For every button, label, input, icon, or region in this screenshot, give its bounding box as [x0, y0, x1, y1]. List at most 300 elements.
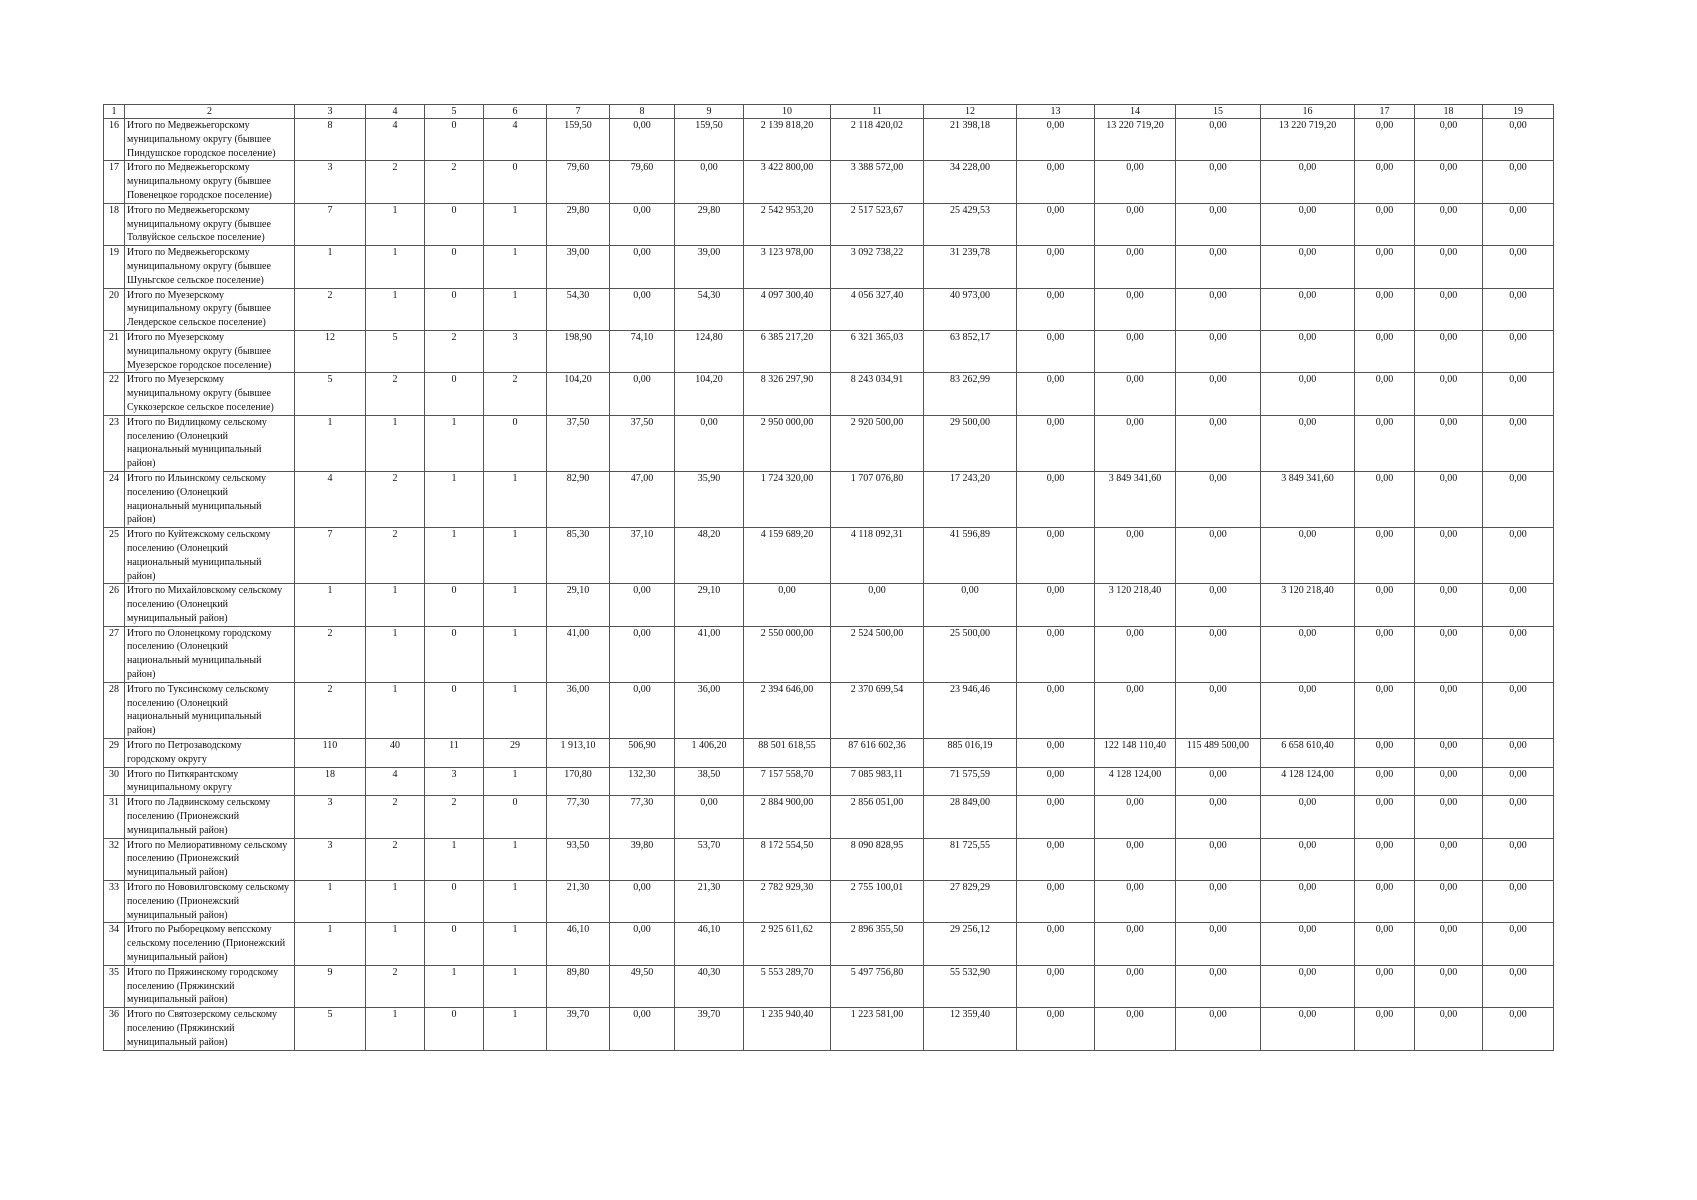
value-cell: 0,00 [831, 584, 924, 626]
table-row [104, 767, 1554, 796]
value-cell: 0,00 [1176, 119, 1261, 161]
value-cell: 0,00 [1017, 796, 1095, 838]
value-cell: 0,00 [1176, 528, 1261, 584]
value-cell: 0,00 [1017, 584, 1095, 626]
value-cell: 0,00 [1483, 739, 1554, 768]
value-cell: 0,00 [610, 246, 675, 288]
value-cell: 4 [484, 119, 547, 161]
value-cell: 1 [366, 203, 425, 245]
value-cell: 88 501 618,55 [744, 739, 831, 768]
value-cell: 0,00 [1355, 923, 1415, 965]
value-cell: 3 [425, 767, 484, 796]
value-cell: 3 120 218,40 [1261, 584, 1355, 626]
value-cell: 1 [425, 471, 484, 527]
value-cell: 0,00 [1095, 415, 1176, 471]
value-cell: 0,00 [610, 1008, 675, 1050]
value-cell: 3 849 341,60 [1261, 471, 1355, 527]
value-cell: 0,00 [1176, 796, 1261, 838]
column-number-header: 8 [610, 105, 675, 119]
table-row [104, 739, 1554, 768]
municipality-name: Итого по Муезерскому муниципальному округу (бывшее Муезерское городское поселение) [125, 330, 295, 372]
value-cell: 1 [484, 923, 547, 965]
value-cell: 0,00 [744, 584, 831, 626]
value-cell: 0,00 [1415, 881, 1483, 923]
table-row [104, 1008, 1554, 1050]
column-number-header: 10 [744, 105, 831, 119]
municipality-name: Итого по Медвежьегорскому муниципальному округу (бывшее Толвуйское сельское поселение) [125, 203, 295, 245]
value-cell: 0,00 [1483, 838, 1554, 880]
row-number: 33 [104, 881, 125, 923]
value-cell: 1 [366, 415, 425, 471]
value-cell: 0,00 [1017, 373, 1095, 415]
value-cell: 0,00 [1095, 881, 1176, 923]
value-cell: 1 [366, 1008, 425, 1050]
value-cell: 3 123 978,00 [744, 246, 831, 288]
value-cell: 2 [366, 838, 425, 880]
value-cell: 0,00 [1355, 415, 1415, 471]
value-cell: 83 262,99 [924, 373, 1017, 415]
value-cell: 34 228,00 [924, 161, 1017, 203]
value-cell: 0,00 [1415, 373, 1483, 415]
value-cell: 0,00 [1261, 881, 1355, 923]
value-cell: 28 849,00 [924, 796, 1017, 838]
value-cell: 0,00 [1261, 796, 1355, 838]
value-cell: 0,00 [1483, 923, 1554, 965]
value-cell: 1 [484, 528, 547, 584]
municipality-name: Итого по Туксинскому сельскому поселению (Олонецкий национальный муниципальный район) [125, 682, 295, 738]
value-cell: 4 [366, 119, 425, 161]
value-cell: 1 [484, 246, 547, 288]
value-cell: 0,00 [1415, 965, 1483, 1007]
value-cell: 0,00 [1095, 528, 1176, 584]
municipality-name: Итого по Муезерскому муниципальному округу (бывшее Лендерское сельское поселение) [125, 288, 295, 330]
value-cell: 124,80 [675, 330, 744, 372]
row-number: 34 [104, 923, 125, 965]
municipality-name: Итого по Нововилговскому сельскому поселению (Прионежский муниципальный район) [125, 881, 295, 923]
value-cell: 29,80 [675, 203, 744, 245]
municipality-name: Итого по Видлицкому сельскому поселению (Олонецкий национальный муниципальный район) [125, 415, 295, 471]
value-cell: 0,00 [1095, 330, 1176, 372]
value-cell: 0,00 [924, 584, 1017, 626]
value-cell: 0,00 [1415, 161, 1483, 203]
value-cell: 0,00 [1017, 682, 1095, 738]
value-cell: 0,00 [1017, 923, 1095, 965]
column-number-header: 15 [1176, 105, 1261, 119]
value-cell: 0 [484, 796, 547, 838]
value-cell: 0 [425, 288, 484, 330]
value-cell: 7 157 558,70 [744, 767, 831, 796]
value-cell: 2 [366, 796, 425, 838]
value-cell: 21,30 [675, 881, 744, 923]
table-row [104, 528, 1554, 584]
row-number: 31 [104, 796, 125, 838]
value-cell: 40 973,00 [924, 288, 1017, 330]
value-cell: 0,00 [1017, 838, 1095, 880]
value-cell: 0,00 [1415, 923, 1483, 965]
value-cell: 2 [366, 965, 425, 1007]
value-cell: 0,00 [1355, 584, 1415, 626]
value-cell: 31 239,78 [924, 246, 1017, 288]
value-cell: 3 092 738,22 [831, 246, 924, 288]
value-cell: 0,00 [1261, 682, 1355, 738]
value-cell: 0,00 [1095, 288, 1176, 330]
value-cell: 0,00 [1415, 767, 1483, 796]
value-cell: 0,00 [1017, 471, 1095, 527]
value-cell: 2 370 699,54 [831, 682, 924, 738]
value-cell: 3 120 218,40 [1095, 584, 1176, 626]
value-cell: 0,00 [1483, 881, 1554, 923]
value-cell: 2 950 000,00 [744, 415, 831, 471]
column-number-header: 14 [1095, 105, 1176, 119]
value-cell: 21,30 [547, 881, 610, 923]
value-cell: 4 056 327,40 [831, 288, 924, 330]
value-cell: 0,00 [1355, 682, 1415, 738]
value-cell: 0,00 [1017, 288, 1095, 330]
value-cell: 6 658 610,40 [1261, 739, 1355, 768]
value-cell: 0,00 [1355, 373, 1415, 415]
value-cell: 0,00 [1261, 330, 1355, 372]
row-number: 17 [104, 161, 125, 203]
value-cell: 0,00 [1176, 471, 1261, 527]
value-cell: 4 [366, 767, 425, 796]
value-cell: 0,00 [610, 584, 675, 626]
value-cell: 0 [484, 161, 547, 203]
municipality-name: Итого по Ильинскому сельскому поселению (Олонецкий национальный муниципальный район) [125, 471, 295, 527]
value-cell: 0,00 [610, 203, 675, 245]
value-cell: 0,00 [675, 796, 744, 838]
value-cell: 0,00 [1355, 330, 1415, 372]
value-cell: 0,00 [1355, 288, 1415, 330]
value-cell: 2 [425, 330, 484, 372]
value-cell: 0 [425, 246, 484, 288]
column-number-header: 2 [125, 105, 295, 119]
value-cell: 81 725,55 [924, 838, 1017, 880]
value-cell: 0,00 [1261, 415, 1355, 471]
row-number: 20 [104, 288, 125, 330]
value-cell: 0 [425, 682, 484, 738]
value-cell: 4 159 689,20 [744, 528, 831, 584]
value-cell: 0,00 [1261, 288, 1355, 330]
value-cell: 1 [366, 246, 425, 288]
row-number: 18 [104, 203, 125, 245]
municipality-name: Итого по Ладвинскому сельскому поселению (Прионежский муниципальный район) [125, 796, 295, 838]
value-cell: 13 220 719,20 [1095, 119, 1176, 161]
value-cell: 2 782 929,30 [744, 881, 831, 923]
row-number: 16 [104, 119, 125, 161]
value-cell: 29 256,12 [924, 923, 1017, 965]
value-cell: 0 [425, 203, 484, 245]
value-cell: 12 [295, 330, 366, 372]
value-cell: 1 [484, 626, 547, 682]
row-number: 27 [104, 626, 125, 682]
value-cell: 0,00 [1355, 246, 1415, 288]
value-cell: 7 [295, 528, 366, 584]
value-cell: 0,00 [1017, 246, 1095, 288]
table-row [104, 373, 1554, 415]
value-cell: 6 385 217,20 [744, 330, 831, 372]
value-cell: 104,20 [675, 373, 744, 415]
value-cell: 1 913,10 [547, 739, 610, 768]
value-cell: 2 [366, 528, 425, 584]
value-cell: 9 [295, 965, 366, 1007]
value-cell: 0,00 [1483, 415, 1554, 471]
value-cell: 0,00 [1483, 1008, 1554, 1050]
value-cell: 1 [366, 923, 425, 965]
value-cell: 0,00 [1017, 415, 1095, 471]
table-row [104, 415, 1554, 471]
value-cell: 0,00 [1176, 838, 1261, 880]
value-cell: 0,00 [1415, 415, 1483, 471]
municipality-name: Итого по Куйтежскому сельскому поселению (Олонецкий национальный муниципальный район) [125, 528, 295, 584]
value-cell: 77,30 [610, 796, 675, 838]
value-cell: 3 [484, 330, 547, 372]
table-row [104, 330, 1554, 372]
value-cell: 3 388 572,00 [831, 161, 924, 203]
value-cell: 0,00 [610, 682, 675, 738]
value-cell: 1 [366, 881, 425, 923]
value-cell: 93,50 [547, 838, 610, 880]
value-cell: 0,00 [1415, 626, 1483, 682]
value-cell: 0,00 [1095, 838, 1176, 880]
value-cell: 0,00 [1017, 203, 1095, 245]
value-cell: 1 223 581,00 [831, 1008, 924, 1050]
value-cell: 0,00 [1483, 471, 1554, 527]
value-cell: 0 [425, 373, 484, 415]
value-cell: 0,00 [1355, 161, 1415, 203]
municipality-name: Итого по Рыборецкому вепсскому сельскому поселению (Прионежский муниципальный район) [125, 923, 295, 965]
municipality-name: Итого по Медвежьегорскому муниципальному округу (бывшее Шуньгское сельское поселение) [125, 246, 295, 288]
value-cell: 5 [295, 373, 366, 415]
value-cell: 48,20 [675, 528, 744, 584]
municipality-name: Итого по Питкярантскому муниципальному округу [125, 767, 295, 796]
table-row [104, 965, 1554, 1007]
value-cell: 54,30 [675, 288, 744, 330]
value-cell: 1 [295, 246, 366, 288]
value-cell: 1 [295, 881, 366, 923]
value-cell: 0,00 [1095, 373, 1176, 415]
value-cell: 4 128 124,00 [1095, 767, 1176, 796]
value-cell: 0,00 [1355, 1008, 1415, 1050]
value-cell: 1 [484, 965, 547, 1007]
column-number-header: 18 [1415, 105, 1483, 119]
value-cell: 2 896 355,50 [831, 923, 924, 965]
value-cell: 0,00 [1415, 1008, 1483, 1050]
value-cell: 0 [425, 626, 484, 682]
value-cell: 1 [425, 415, 484, 471]
value-cell: 0,00 [1095, 161, 1176, 203]
value-cell: 79,60 [547, 161, 610, 203]
value-cell: 0,00 [1483, 246, 1554, 288]
value-cell: 23 946,46 [924, 682, 1017, 738]
value-cell: 0,00 [1483, 584, 1554, 626]
value-cell: 46,10 [547, 923, 610, 965]
row-number: 35 [104, 965, 125, 1007]
row-number: 36 [104, 1008, 125, 1050]
table-row [104, 881, 1554, 923]
column-number-header: 19 [1483, 105, 1554, 119]
value-cell: 2 [366, 373, 425, 415]
value-cell: 55 532,90 [924, 965, 1017, 1007]
value-cell: 13 220 719,20 [1261, 119, 1355, 161]
row-number: 32 [104, 838, 125, 880]
value-cell: 2 920 500,00 [831, 415, 924, 471]
row-number: 23 [104, 415, 125, 471]
value-cell: 0,00 [1355, 203, 1415, 245]
value-cell: 0 [425, 119, 484, 161]
table-row [104, 471, 1554, 527]
value-cell: 0,00 [610, 288, 675, 330]
value-cell: 0,00 [1483, 626, 1554, 682]
value-cell: 2 [366, 161, 425, 203]
value-cell: 41,00 [547, 626, 610, 682]
value-cell: 1 [366, 626, 425, 682]
value-cell: 0,00 [1415, 330, 1483, 372]
value-cell: 77,30 [547, 796, 610, 838]
value-cell: 0,00 [1355, 528, 1415, 584]
value-cell: 0,00 [1261, 161, 1355, 203]
value-cell: 25 429,53 [924, 203, 1017, 245]
value-cell: 8 [295, 119, 366, 161]
column-number-header: 17 [1355, 105, 1415, 119]
value-cell: 0 [425, 923, 484, 965]
value-cell: 47,00 [610, 471, 675, 527]
municipality-name: Итого по Муезерскому муниципальному округу (бывшее Суккозерское сельское поселение) [125, 373, 295, 415]
value-cell: 0,00 [1176, 288, 1261, 330]
value-cell: 63 852,17 [924, 330, 1017, 372]
municipality-name: Итого по Олонецкому городскому поселению (Олонецкий национальный муниципальный район) [125, 626, 295, 682]
value-cell: 0,00 [1095, 796, 1176, 838]
value-cell: 0,00 [1261, 838, 1355, 880]
municipality-name: Итого по Михайловскому сельскому поселению (Олонецкий муниципальный район) [125, 584, 295, 626]
value-cell: 0,00 [610, 923, 675, 965]
value-cell: 0,00 [1017, 330, 1095, 372]
value-cell: 1 [295, 923, 366, 965]
value-cell: 0,00 [1261, 203, 1355, 245]
value-cell: 0,00 [1017, 767, 1095, 796]
municipality-name: Итого по Медвежьегорскому муниципальному округу (бывшее Повенецкое городское поселение) [125, 161, 295, 203]
value-cell: 0,00 [1355, 626, 1415, 682]
value-cell: 0,00 [1017, 528, 1095, 584]
value-cell: 0 [425, 881, 484, 923]
value-cell: 1 [484, 288, 547, 330]
value-cell: 1 [484, 203, 547, 245]
value-cell: 0,00 [675, 161, 744, 203]
value-cell: 0,00 [1415, 203, 1483, 245]
value-cell: 132,30 [610, 767, 675, 796]
value-cell: 0,00 [1261, 923, 1355, 965]
value-cell: 2 [295, 682, 366, 738]
value-cell: 0,00 [1261, 965, 1355, 1007]
value-cell: 2 [366, 471, 425, 527]
value-cell: 29,10 [675, 584, 744, 626]
value-cell: 8 172 554,50 [744, 838, 831, 880]
value-cell: 2 856 051,00 [831, 796, 924, 838]
value-cell: 1 [484, 584, 547, 626]
value-cell: 0,00 [1095, 682, 1176, 738]
row-number: 19 [104, 246, 125, 288]
value-cell: 0,00 [610, 119, 675, 161]
value-cell: 8 326 297,90 [744, 373, 831, 415]
value-cell: 0,00 [1355, 881, 1415, 923]
column-number-header: 13 [1017, 105, 1095, 119]
value-cell: 0,00 [1176, 923, 1261, 965]
table-row [104, 288, 1554, 330]
value-cell: 39,70 [675, 1008, 744, 1050]
value-cell: 39,00 [547, 246, 610, 288]
value-cell: 0,00 [1355, 739, 1415, 768]
value-cell: 40,30 [675, 965, 744, 1007]
value-cell: 0,00 [1176, 1008, 1261, 1050]
value-cell: 1 [425, 838, 484, 880]
value-cell: 3 [295, 161, 366, 203]
value-cell: 0,00 [1483, 682, 1554, 738]
value-cell: 110 [295, 739, 366, 768]
column-number-header: 3 [295, 105, 366, 119]
value-cell: 2 [425, 161, 484, 203]
value-cell: 0,00 [1415, 528, 1483, 584]
value-cell: 11 [425, 739, 484, 768]
value-cell: 2 884 900,00 [744, 796, 831, 838]
value-cell: 46,10 [675, 923, 744, 965]
value-cell: 159,50 [547, 119, 610, 161]
row-number: 26 [104, 584, 125, 626]
value-cell: 885 016,19 [924, 739, 1017, 768]
value-cell: 0,00 [1415, 739, 1483, 768]
value-cell: 0,00 [1261, 1008, 1355, 1050]
value-cell: 1 [295, 415, 366, 471]
value-cell: 5 [295, 1008, 366, 1050]
value-cell: 85,30 [547, 528, 610, 584]
value-cell: 1 [484, 767, 547, 796]
value-cell: 2 925 611,62 [744, 923, 831, 965]
value-cell: 0,00 [1176, 682, 1261, 738]
value-cell: 2 [295, 288, 366, 330]
value-cell: 0,00 [1415, 246, 1483, 288]
value-cell: 0,00 [1415, 471, 1483, 527]
value-cell: 79,60 [610, 161, 675, 203]
value-cell: 12 359,40 [924, 1008, 1017, 1050]
column-number-header: 7 [547, 105, 610, 119]
value-cell: 4 118 092,31 [831, 528, 924, 584]
value-cell: 0,00 [1355, 796, 1415, 838]
value-cell: 37,50 [610, 415, 675, 471]
value-cell: 2 755 100,01 [831, 881, 924, 923]
value-cell: 0,00 [610, 626, 675, 682]
value-cell: 41 596,89 [924, 528, 1017, 584]
value-cell: 5 497 756,80 [831, 965, 924, 1007]
value-cell: 5 553 289,70 [744, 965, 831, 1007]
value-cell: 82,90 [547, 471, 610, 527]
value-cell: 2 139 818,20 [744, 119, 831, 161]
value-cell: 0,00 [1415, 682, 1483, 738]
row-number: 30 [104, 767, 125, 796]
value-cell: 0,00 [1176, 161, 1261, 203]
value-cell: 0,00 [610, 373, 675, 415]
value-cell: 1 [425, 965, 484, 1007]
value-cell: 0,00 [1355, 838, 1415, 880]
value-cell: 1 [366, 288, 425, 330]
column-number-header: 5 [425, 105, 484, 119]
municipality-name: Итого по Мелиоративному сельскому поселению (Прионежский муниципальный район) [125, 838, 295, 880]
value-cell: 29 500,00 [924, 415, 1017, 471]
value-cell: 0,00 [1355, 471, 1415, 527]
value-cell: 37,50 [547, 415, 610, 471]
value-cell: 0,00 [1261, 373, 1355, 415]
table-row [104, 923, 1554, 965]
value-cell: 2 [484, 373, 547, 415]
value-cell: 21 398,18 [924, 119, 1017, 161]
value-cell: 0,00 [1483, 119, 1554, 161]
